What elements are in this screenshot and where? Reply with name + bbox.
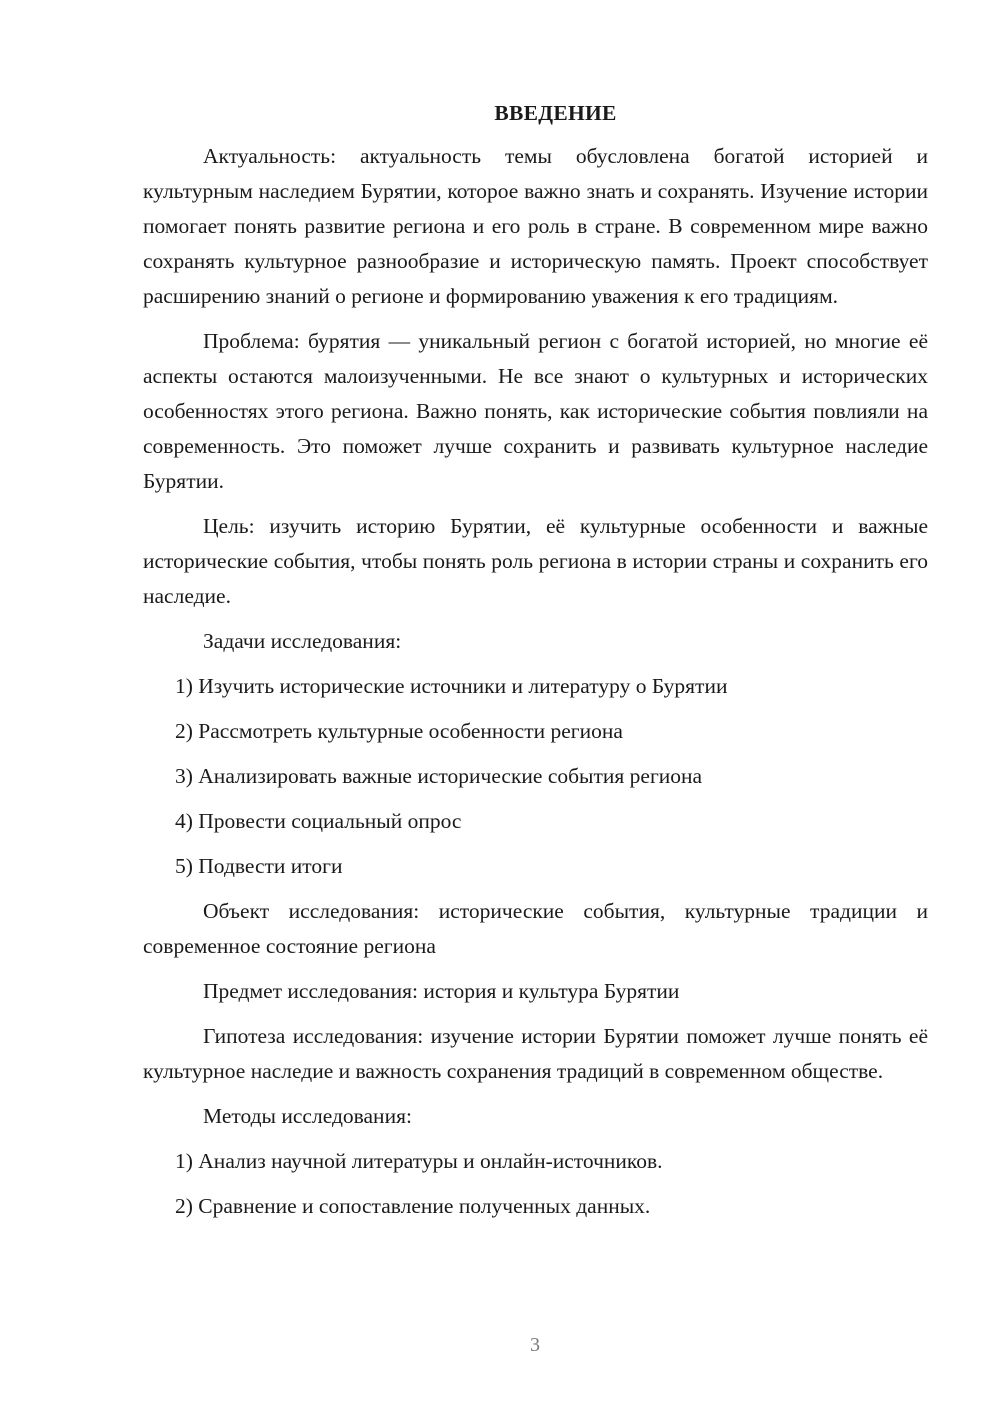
object-paragraph: Объект исследования: исторические события, культурные традиции и современное состояние региона: [143, 899, 928, 958]
page-content: [143, 96, 928, 1234]
task-item: 1) Изучить исторические источники и литературу о Бурятии: [175, 674, 728, 698]
task-item: 5) Подвести итоги: [175, 854, 343, 878]
method-item: 2) Сравнение и сопоставление полученных данных.: [175, 1194, 651, 1218]
page-number: 3: [530, 1334, 540, 1356]
methods-heading: Методы исследования:: [203, 1104, 412, 1128]
relevance-paragraph: Актуальность: актуальность темы обусловлена богатой историей и культурным наследием Бурятии, которое важно знать и сохранять. Изучение истории помогает понять развитие региона и его роль в стране. В современном мире важно сохранять культурное разнообразие и историческую память. Проект способствует расширению знаний о регионе и формированию уважения к его традициям.: [143, 144, 928, 308]
hypothesis-paragraph: Гипотеза исследования: изучение истории Бурятии поможет лучше понять её культурное наследие и важность сохранения традиций в современном обществе.: [143, 1024, 928, 1083]
task-item: 2) Рассмотреть культурные особенности региона: [175, 719, 623, 743]
task-item: 3) Анализировать важные исторические события региона: [175, 764, 703, 788]
tasks-heading: Задачи исследования:: [203, 629, 402, 653]
goal-paragraph: Цель: изучить историю Бурятии, её культурные особенности и важные исторические события, чтобы понять роль региона в истории страны и сохранить его наследие.: [143, 514, 928, 608]
section-title: ВВЕДЕНИЕ: [494, 101, 617, 125]
method-item: 1) Анализ научной литературы и онлайн-источников.: [175, 1149, 663, 1173]
task-item: 4) Провести социальный опрос: [175, 809, 462, 833]
subject-paragraph: Предмет исследования: история и культура Бурятии: [203, 979, 680, 1003]
problem-paragraph: Проблема: бурятия — уникальный регион с богатой историей, но многие её аспекты остаются малоизученными. Не все знают о культурных и исторических особенностях этого региона. Важно понять, как исторические события повлияли на современность. Это поможет лучше сохранить и развивать культурное наследие Бурятии.: [143, 329, 928, 493]
